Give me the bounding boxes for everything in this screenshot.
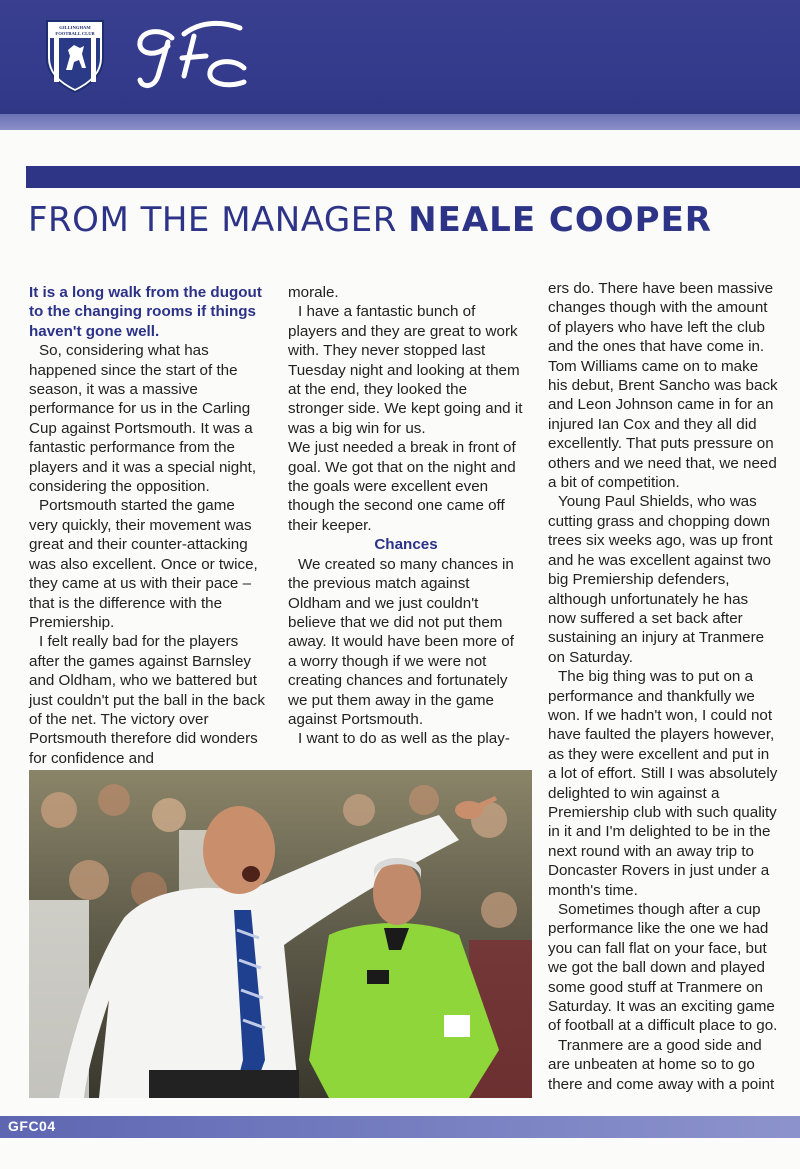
svg-text:GILLINGHAM: GILLINGHAM bbox=[59, 25, 91, 30]
paragraph: Sometimes though after a cup performance like the one we had you can fall flat on your face, but we got the ball down and played some good stuff at Tranmere on Saturday. It was an exciting game of football at a difficult place to go. bbox=[548, 901, 778, 1035]
page-footer bbox=[0, 1116, 800, 1138]
page-header bbox=[0, 0, 800, 130]
paragraph: We just needed a break in front of goal. We got that on the night and the goals were excellent even though the second one came off their keeper. bbox=[288, 439, 516, 534]
paragraph-continued: ers do. There have been massive changes though with the amount of players who have left the club and the ones that have come in. Tom Williams came on to make his debut, Brent Sancho was back and Leon Johnson came in for an injured Ian Cox and they all did excellently. That puts pressure on others and we need that, we need a bit of competition. bbox=[548, 280, 778, 492]
gfc-logo-icon bbox=[132, 14, 250, 100]
paragraph: Young Paul Shields, who was cutting grass and chopping down trees six weeks ago, was up front and he was excellent against two big Premiership defenders, although unfortunately he has now suffered a set back after sustaining an injury at Tranmere on Saturday. bbox=[548, 493, 773, 666]
manager-name: NEALE COOPER bbox=[408, 200, 712, 240]
page-title bbox=[28, 200, 712, 240]
paragraph: The big thing was to put on a performance and thankfully we won. If we hadn't won, I could not have faulted the players however, as they were excellent and put in a lot of effort. Still I was absolutely delighted to win against a Premiership club with such quality in it and I'm delighted to be in the next round with an away trip to Doncaster Rovers in just under a month's time. bbox=[548, 668, 778, 899]
paragraph: I have a fantastic bunch of players and they are great to work with. They never stopped last Tuesday night and looking at them at the end, they looked the stronger side. We kept going and it was a big win for us. bbox=[288, 303, 523, 437]
article-column-3 bbox=[548, 279, 780, 1094]
paragraph: Tranmere are a good side and are unbeaten at home so to go there and come away with a point bbox=[548, 1036, 775, 1093]
lead-paragraph: It is a long walk from the dugout to the changing rooms if things haven't gone well. bbox=[29, 284, 262, 340]
paragraph: So, considering what has happened since the start of the season, it was a massive performance for us in the Carling Cup against Portsmouth. It was a fantastic performance from the players and it was a special night, considering the opposition. bbox=[29, 342, 257, 496]
paragraph: I felt really bad for the players after the games against Barnsley and Oldham, who we battered but just couldn't put the ball in the back of the net. The victory over Portsmouth therefore did wonders for confidence and bbox=[29, 633, 265, 767]
article-column-1 bbox=[29, 283, 267, 768]
paragraph: I want to do as well as the play- bbox=[298, 730, 510, 748]
club-crest-icon bbox=[44, 18, 106, 94]
header-stripe bbox=[0, 114, 800, 130]
title-bar bbox=[26, 166, 800, 188]
article-column-2 bbox=[288, 283, 524, 749]
paragraph: We created so many chances in the previous match against Oldham and we just couldn't believe that we did not put them away. It would have been more of a worry though if we were not creating chances and fortunately we put them away in the game against Portsmouth. bbox=[288, 555, 514, 728]
title-prefix: FROM THE MANAGER bbox=[28, 200, 397, 240]
svg-text:FOOTBALL CLUB: FOOTBALL CLUB bbox=[55, 31, 95, 36]
paragraph: Portsmouth started the game very quickly, their movement was great and their counter-attacking was also excellent. Once or twice, they came at us with their pace – that is the difference with the Premiership. bbox=[29, 497, 258, 631]
page-number: GFC04 bbox=[8, 1118, 56, 1134]
subheading-chances: Chances bbox=[374, 536, 438, 554]
paragraph-continued: morale. bbox=[288, 284, 339, 301]
manager-photo bbox=[29, 770, 532, 1098]
